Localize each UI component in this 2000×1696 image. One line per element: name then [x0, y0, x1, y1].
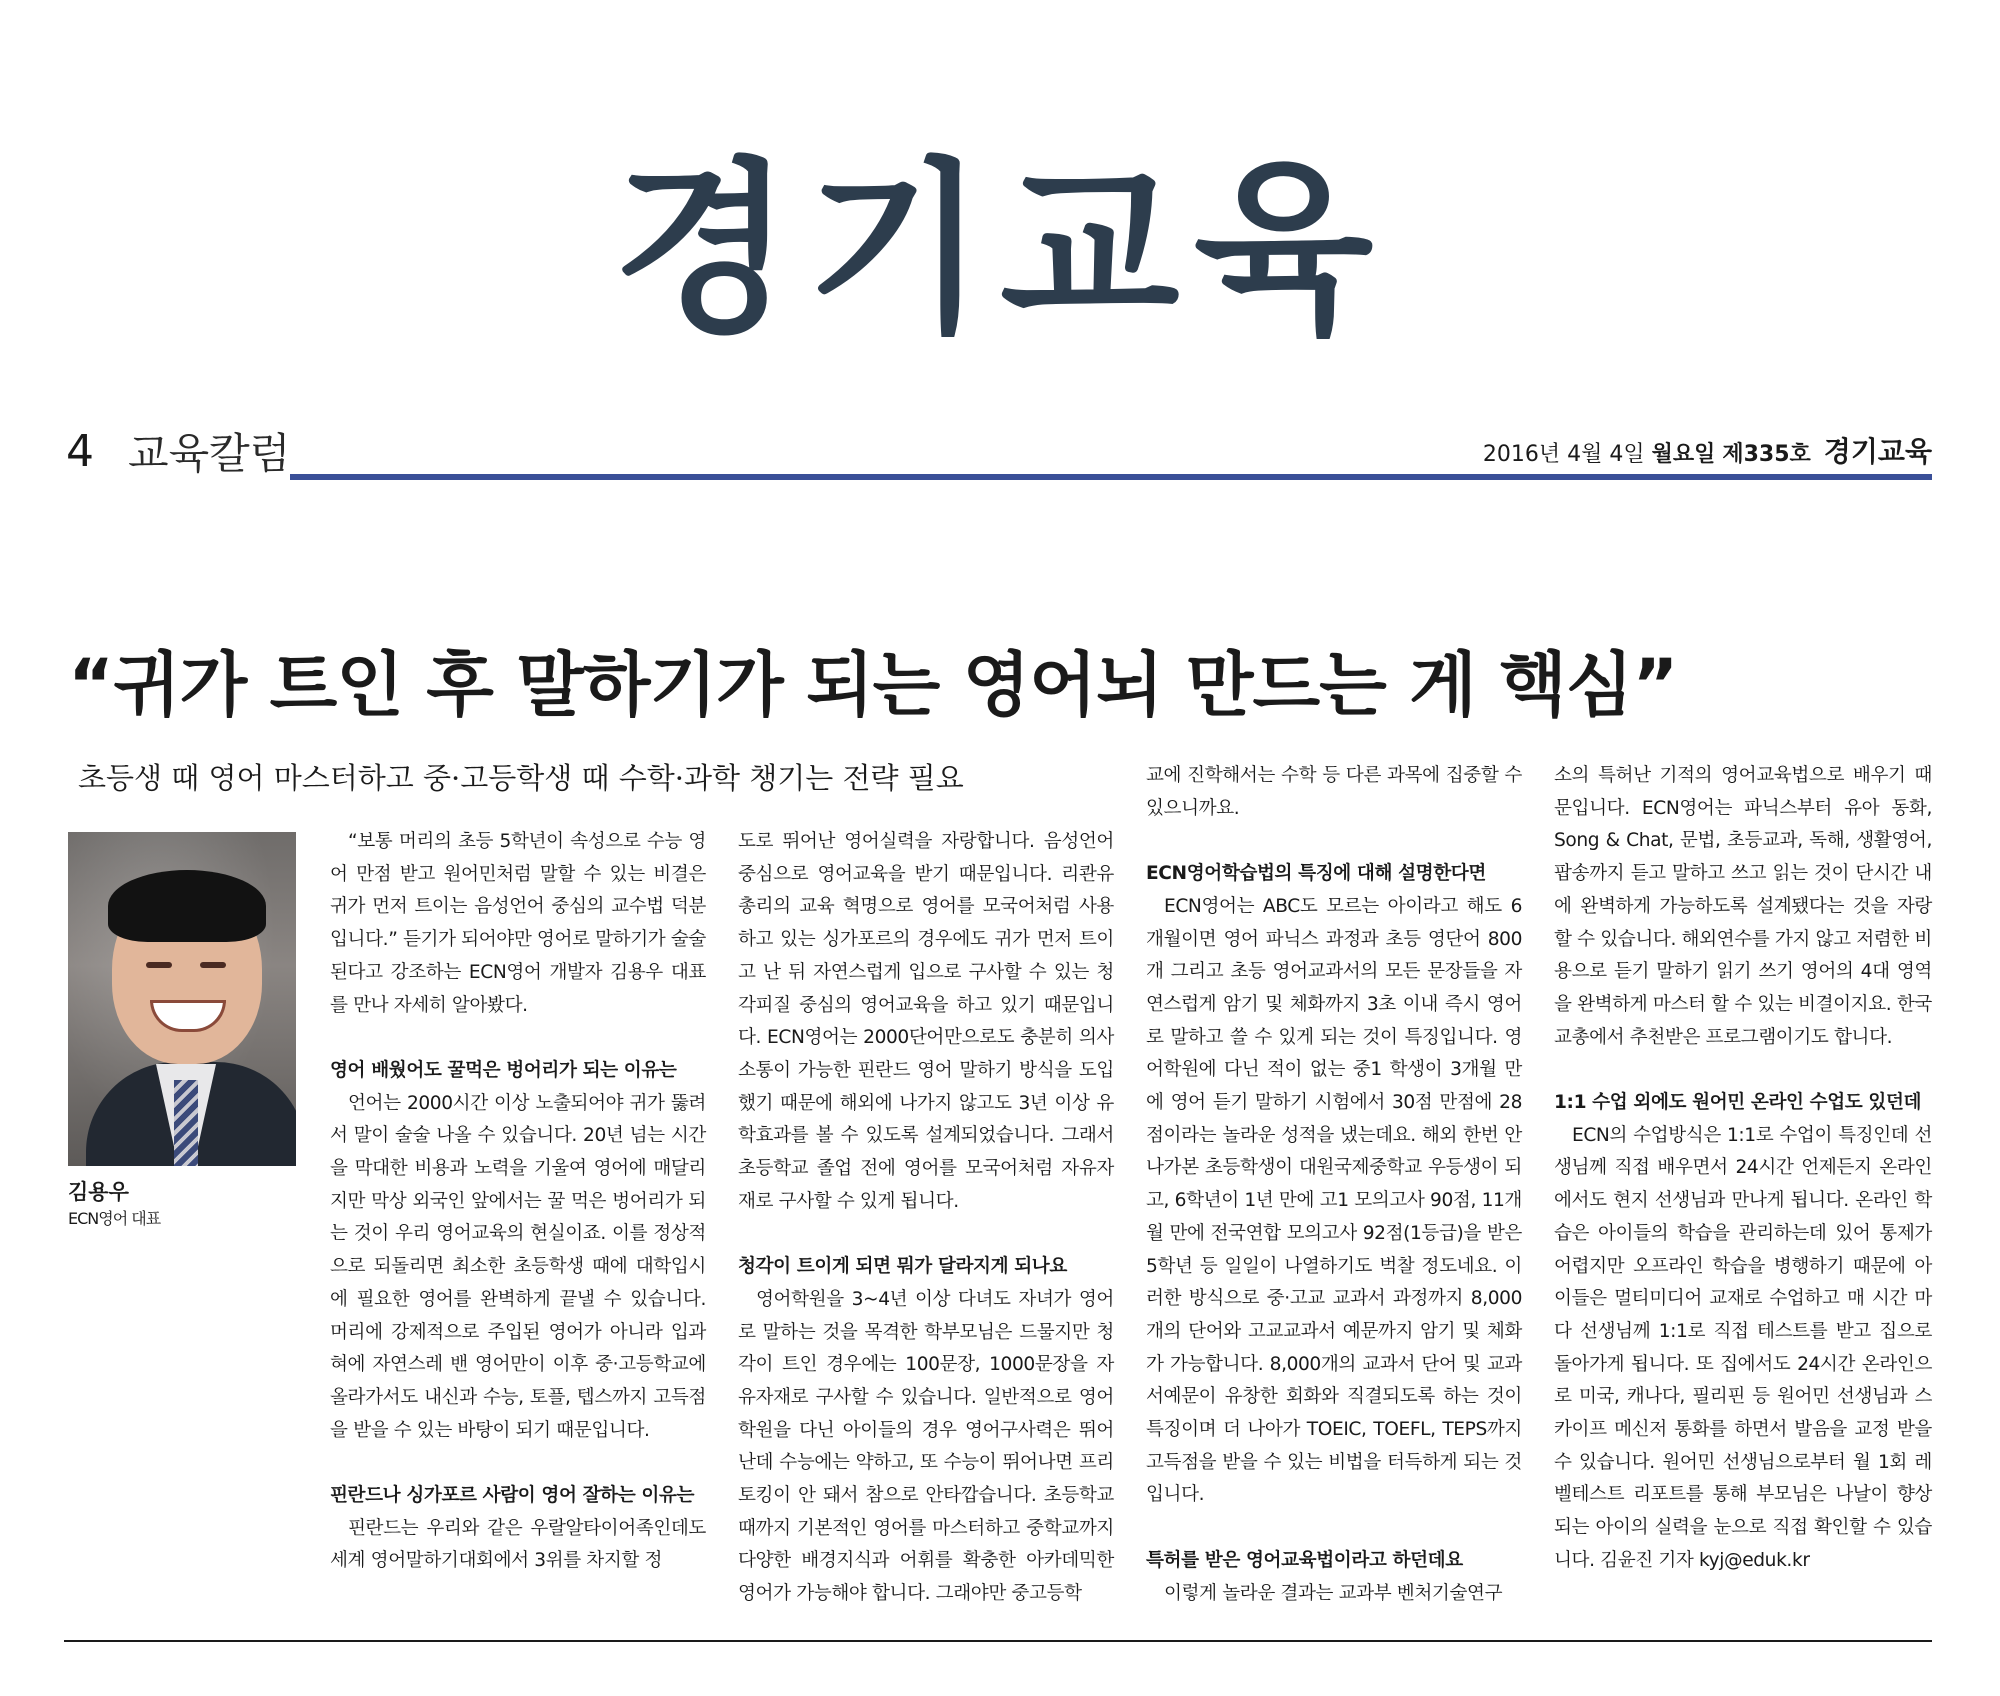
footer-rule	[64, 1640, 1932, 1642]
paragraph: 도로 뛰어난 영어실력을 자랑합니다. 음성언어 중심으로 영어교육을 받기 때문입니다. 리콴유 총리의 교육 혁명으로 영어를 모국어처럼 사용하고 있는 싱가포르의 경우에도 귀가 먼저 트이고 난 뒤 자연스럽게 입으로 구사할 수 있는 청각피질 중심의 영어교육을 하고 있기 때문입니다. ECN영어는 2000단어만으로도 충분히 의사소통이 가능한 핀란드 영어 말하기 방식을 도입했기 때문에 해외에 나가지 않고도 3년 이상 유학효과를 볼 수 있도록 설계되었습니다. 그래서 초등학교 졸업 전에 영어를 모국어처럼 자유자재로 구사할 수 있게 됩니다.	[738, 831, 1114, 1212]
section-heading: 청각이 트이게 되면 뭐가 달라지게 되나요	[738, 1256, 1067, 1278]
section-title: 교육칼럼	[128, 429, 291, 478]
header-brand: 경기교육	[1823, 435, 1932, 468]
paragraph: 언어는 2000시간 이상 노출되어야 귀가 뚫려서 말이 술술 나올 수 있습니다. 20년 넘는 시간을 막대한 비용과 노력을 기울여 영어에 매달리지만 막상 외국인 앞에서는 꿀 먹은 벙어리가 되는 것이 우리 영어교육의 현실이죠. 이를 정상적으로 되돌리면 최소한 초등학생 때에 대학입시에 필요한 영어를 완벽하게 끝낼 수 있습니다. 머리에 강제적으로 주입된 영어가 아니라 입과 혀에 자연스레 밴 영어만이 이후 중·고등학교에 올라가서도 내신과 수능, 토플, 텝스까지 고득점을 받을 수 있는 바탕이 되기 때문입니다.	[330, 1092, 706, 1441]
issue-weekday: 월요일	[1651, 442, 1716, 467]
interviewee-name: 김용우	[68, 1180, 129, 1204]
section-heading: 1:1 수업 외에도 원어민 온라인 수업도 있던데	[1554, 1092, 1922, 1114]
paragraph: 핀란드는 우리와 같은 우랄알타이어족인데도 세계 영어말하기대회에서 3위를 차지할 정	[330, 1517, 706, 1572]
paragraph: 이렇게 놀라운 결과는 교과부 벤처기술연구	[1164, 1582, 1503, 1604]
paragraph: 소의 특허난 기적의 영어교육법으로 배우기 때문입니다. ECN영어는 파닉스부터 유아 동화, Song & Chat, 문법, 초등교과, 독해, 생활영어, 팝송까지 듣고 말하고 쓰고 읽는 것이 단시간 내에 완벽하게 가능하도록 설계됐다는 것을 자랑할 수 있습니다. 해외연수를 가지 않고 저렴한 비용으로 듣기 말하기 읽기 쓰기 영어의 4대 영역을 완벽하게 마스터 할 수 있는 비결이지요. 한국교총에서 추천받은 프로그램이기도 합니다.	[1554, 765, 1932, 1048]
article-column-3	[1146, 760, 1522, 1610]
paragraph: “보통 머리의 초등 5학년이 속성으로 수능 영어 만점 받고 원어민처럼 말할 수 있는 비결은 귀가 먼저 트이는 음성언어 중심의 교수법 덕분입니다.” 듣기가 되어야만 영어로 말하기가 술술 된다고 강조하는 ECN영어 개발자 김용우 대표를 만나 자세히 알아봤다.	[330, 831, 706, 1016]
article-column-1	[330, 826, 706, 1578]
section-heading: 핀란드나 싱가포르 사람이 영어 잘하는 이유는	[330, 1485, 695, 1507]
section-heading: 특허를 받은 영어교육법이라고 하던데요	[1146, 1549, 1463, 1571]
masthead-title: 경기교육	[612, 141, 1388, 358]
header-rule	[290, 474, 1932, 480]
issue-date: 2016년 4월 4일	[1482, 442, 1645, 467]
paragraph: 교에 진학해서는 수학 등 다른 과목에 집중할 수 있으니까요.	[1146, 765, 1522, 819]
article-column-2	[738, 826, 1114, 1611]
interviewee-title: ECN영어 대표	[68, 1209, 161, 1228]
issue-info	[1483, 432, 1932, 475]
section-heading: ECN영어학습법의 특징에 대해 설명한다면	[1146, 863, 1486, 885]
article-column-4	[1554, 760, 1932, 1578]
article-subheadline: 초등생 때 영어 마스터하고 중·고등학생 때 수학·과학 챙기는 전략 필요	[78, 761, 964, 795]
paragraph: ECN의 수업방식은 1:1로 수업이 특징인데 선생님께 직접 배우면서 24시간 언제든지 온라인에서도 현지 선생님과 만나게 됩니다. 온라인 학습은 아이들의 학습을 관리하는데 있어 통제가 어렵지만 오프라인 학습을 병행하기 때문에 아이들은 멀티미디어 교재로 수업하고 매 시간 마다 선생님께 1:1로 직접 테스트를 받고 집으로 돌아가게 됩니다. 또 집에서도 24시간 온라인으로 미국, 캐나다, 필리핀 등 원어민 선생님과 스카이프 메신저 통화를 하면서 발음을 교정 받을 수 있습니다. 원어민 선생님으로부터 월 1회 레벨테스트 리포트를 통해 부모님은 나날이 향상되는 아이의 실력을 눈으로 직접 확인할 수 있습니다. 김윤진 기자 kyj@eduk.kr	[1554, 1124, 1932, 1571]
article-headline: “귀가 트인 후 말하기가 되는 영어뇌 만드는 게 핵심”	[68, 644, 1678, 726]
issue-number: 제335호	[1722, 442, 1811, 467]
interviewee-photo	[68, 832, 296, 1166]
paragraph: ECN영어는 ABC도 모르는 아이라고 해도 6개월이면 영어 파닉스 과정과 초등 영단어 800개 그리고 초등 영어교과서의 모든 문장들을 자연스럽게 암기 및 체화까지 3초 이내 즉시 영어로 말하고 쓸 수 있게 되는 것이 특징입니다. 영어학원에 다닌 적이 없는 중1 학생이 3개월 만에 영어 듣기 말하기 시험에서 30점 만점에 28점이라는 놀라운 성적을 냈는데요. 해외 한번 안 나가본 초등학생이 대원국제중학교 우등생이 되고, 6학년이 1년 만에 고1 모의고사 90점, 11개월 만에 전국연합 모의고사 92점(1등급)을 받은 5학년 등 일일이 나열하기도 벅찰 정도네요. 이러한 방식으로 중·고교 교과서 과정까지 8,000개의 단어와 고교교과서 예문까지 암기 및 체화가 가능합니다. 8,000개의 교과서 단어 및 교과서예문이 유창한 회화와 직결되도록 하는 것이 특징이며 더 나아가 TOEIC, TOEFL, TEPS까지 고득점을 받을 수 있는 비법을 터득하게 되는 것입니다.	[1146, 895, 1522, 1506]
page-number: 4	[66, 426, 94, 477]
paragraph: 영어학원을 3~4년 이상 다녀도 자녀가 영어로 말하는 것을 목격한 학부모님은 드물지만 청각이 트인 경우에는 100문장, 1000문장을 자유자재로 구사할 수 있습니다. 일반적으로 영어학원을 다닌 아이들의 경우 영어구사력은 뛰어난데 수능에는 약하고, 또 수능이 뛰어나면 프리토킹이 안 돼서 참으로 안타깝습니다. 초등학교 때까지 기본적인 영어를 마스터하고 중학교까지 다양한 배경지식과 어휘를 확충한 아카데믹한 영어가 가능해야 합니다. 그래야만 중고등학	[738, 1288, 1114, 1605]
section-heading: 영어 배웠어도 꿀먹은 벙어리가 되는 이유는	[330, 1059, 677, 1081]
